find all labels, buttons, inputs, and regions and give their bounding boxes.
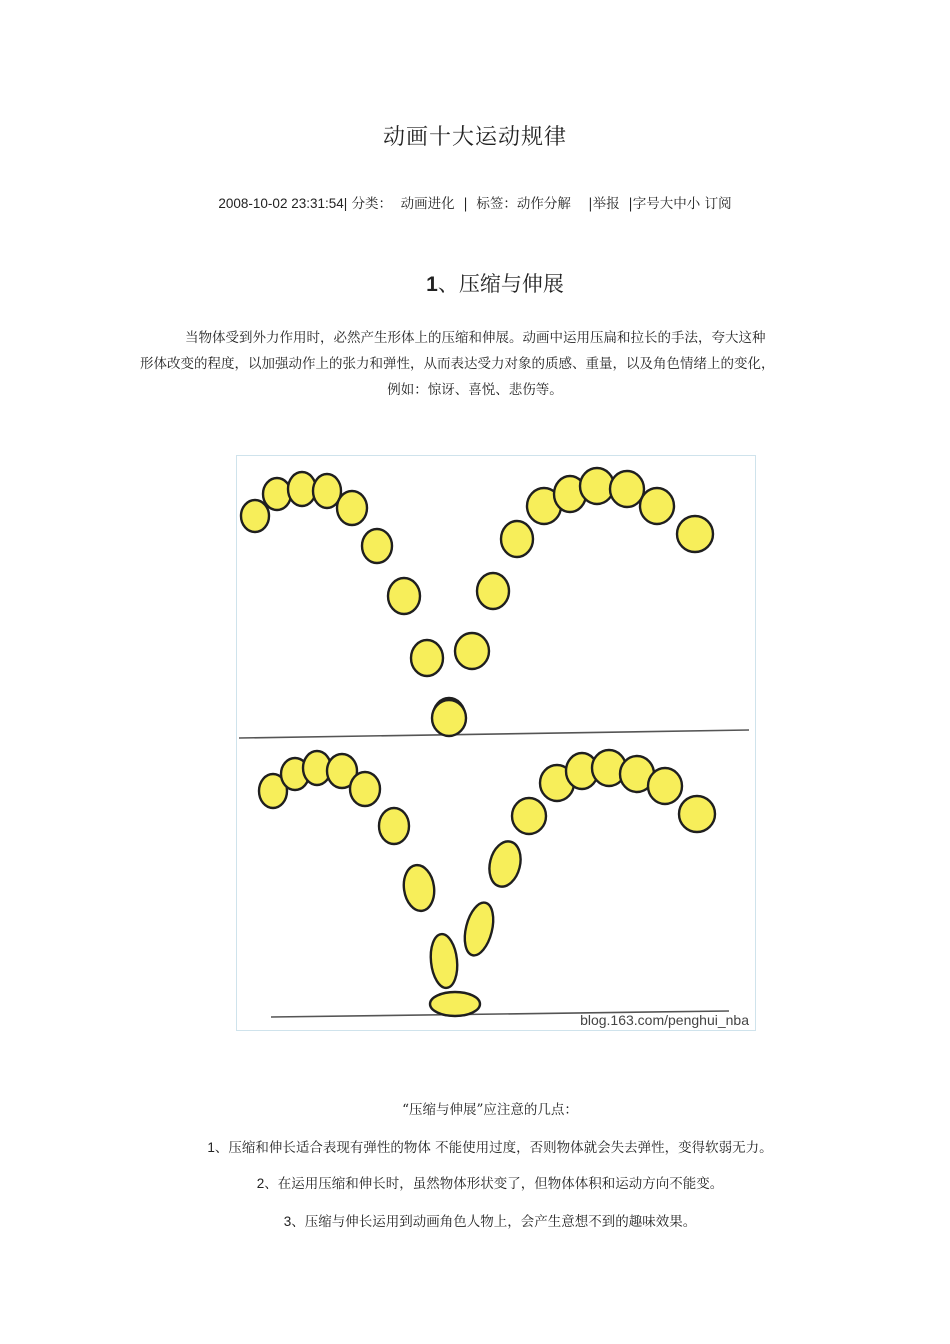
section-number: 1 — [426, 273, 438, 296]
ball — [388, 578, 420, 614]
note-item: 3、压缩与伸长运用到动画角色人物上，会产生意想不到的趣味效果。 — [283, 1214, 697, 1230]
category-label: 分类： — [351, 196, 393, 212]
ball — [350, 772, 380, 806]
bouncing-ball-figure — [236, 455, 756, 1031]
ball — [401, 863, 437, 913]
section-title: 、压缩与伸展 — [437, 272, 564, 296]
notes-heading: “压缩与伸展”应注意的几点： — [402, 1102, 578, 1118]
note-item: 2、在运用压缩和伸长时，虽然物体形状变了，但物体体积和运动方向不能变。 — [256, 1176, 724, 1192]
ball — [580, 468, 614, 504]
ball — [679, 796, 715, 832]
category-link[interactable]: 动画进化 — [400, 196, 455, 212]
paragraph-line: 当物体受到外力作用时，必然产生形体上的压缩和伸展。动画中运用压扁和拉长的手法，夸大这种 — [185, 330, 766, 346]
ball — [512, 798, 546, 834]
ball — [648, 768, 682, 804]
subscribe-link[interactable]: 订阅 — [704, 196, 732, 212]
page-title: 动画十大运动规律 — [382, 125, 567, 150]
note-item: 1、压缩和伸长适合表现有弹性的物体 不能使用过度，否则物体就会失去弹性，变得软弱无力。 — [207, 1140, 773, 1156]
ball — [288, 472, 316, 506]
ball — [379, 808, 409, 844]
intro-paragraph — [140, 325, 810, 403]
meta-separator: | — [463, 196, 468, 212]
ball — [337, 491, 367, 525]
ball — [362, 529, 392, 563]
ball — [477, 573, 509, 609]
ball — [455, 633, 489, 669]
ball — [610, 471, 644, 507]
ball — [501, 521, 533, 557]
report-link[interactable]: |举报 — [588, 196, 620, 212]
ground-line — [239, 730, 749, 738]
figure-watermark: blog.163.com/penghui_nba — [580, 1012, 749, 1028]
paragraph-line: 例如：惊讶、喜悦、悲伤等。 — [387, 382, 563, 398]
ball — [428, 933, 460, 989]
section-heading — [0, 268, 950, 298]
font-size-control[interactable]: |字号大中小 — [628, 196, 701, 212]
paragraph-line: 形体改变的程度，以加强动作上的张力和弹性，从而表达受力对象的质感、重量，以及角色情绪上的变化， — [140, 356, 775, 372]
ball — [430, 992, 480, 1016]
ball — [432, 700, 466, 736]
ball — [460, 900, 498, 959]
ball — [411, 640, 443, 676]
tags-link[interactable]: 标签：动作分解 — [476, 196, 571, 212]
ball — [485, 838, 525, 890]
post-datetime: 2008-10-02 23:31:54| — [218, 196, 348, 211]
ball — [640, 488, 674, 524]
ball — [263, 478, 291, 510]
ball — [241, 500, 269, 532]
post-meta — [0, 192, 950, 212]
bouncing-ball-illustration — [237, 456, 755, 1030]
ball — [677, 516, 713, 552]
